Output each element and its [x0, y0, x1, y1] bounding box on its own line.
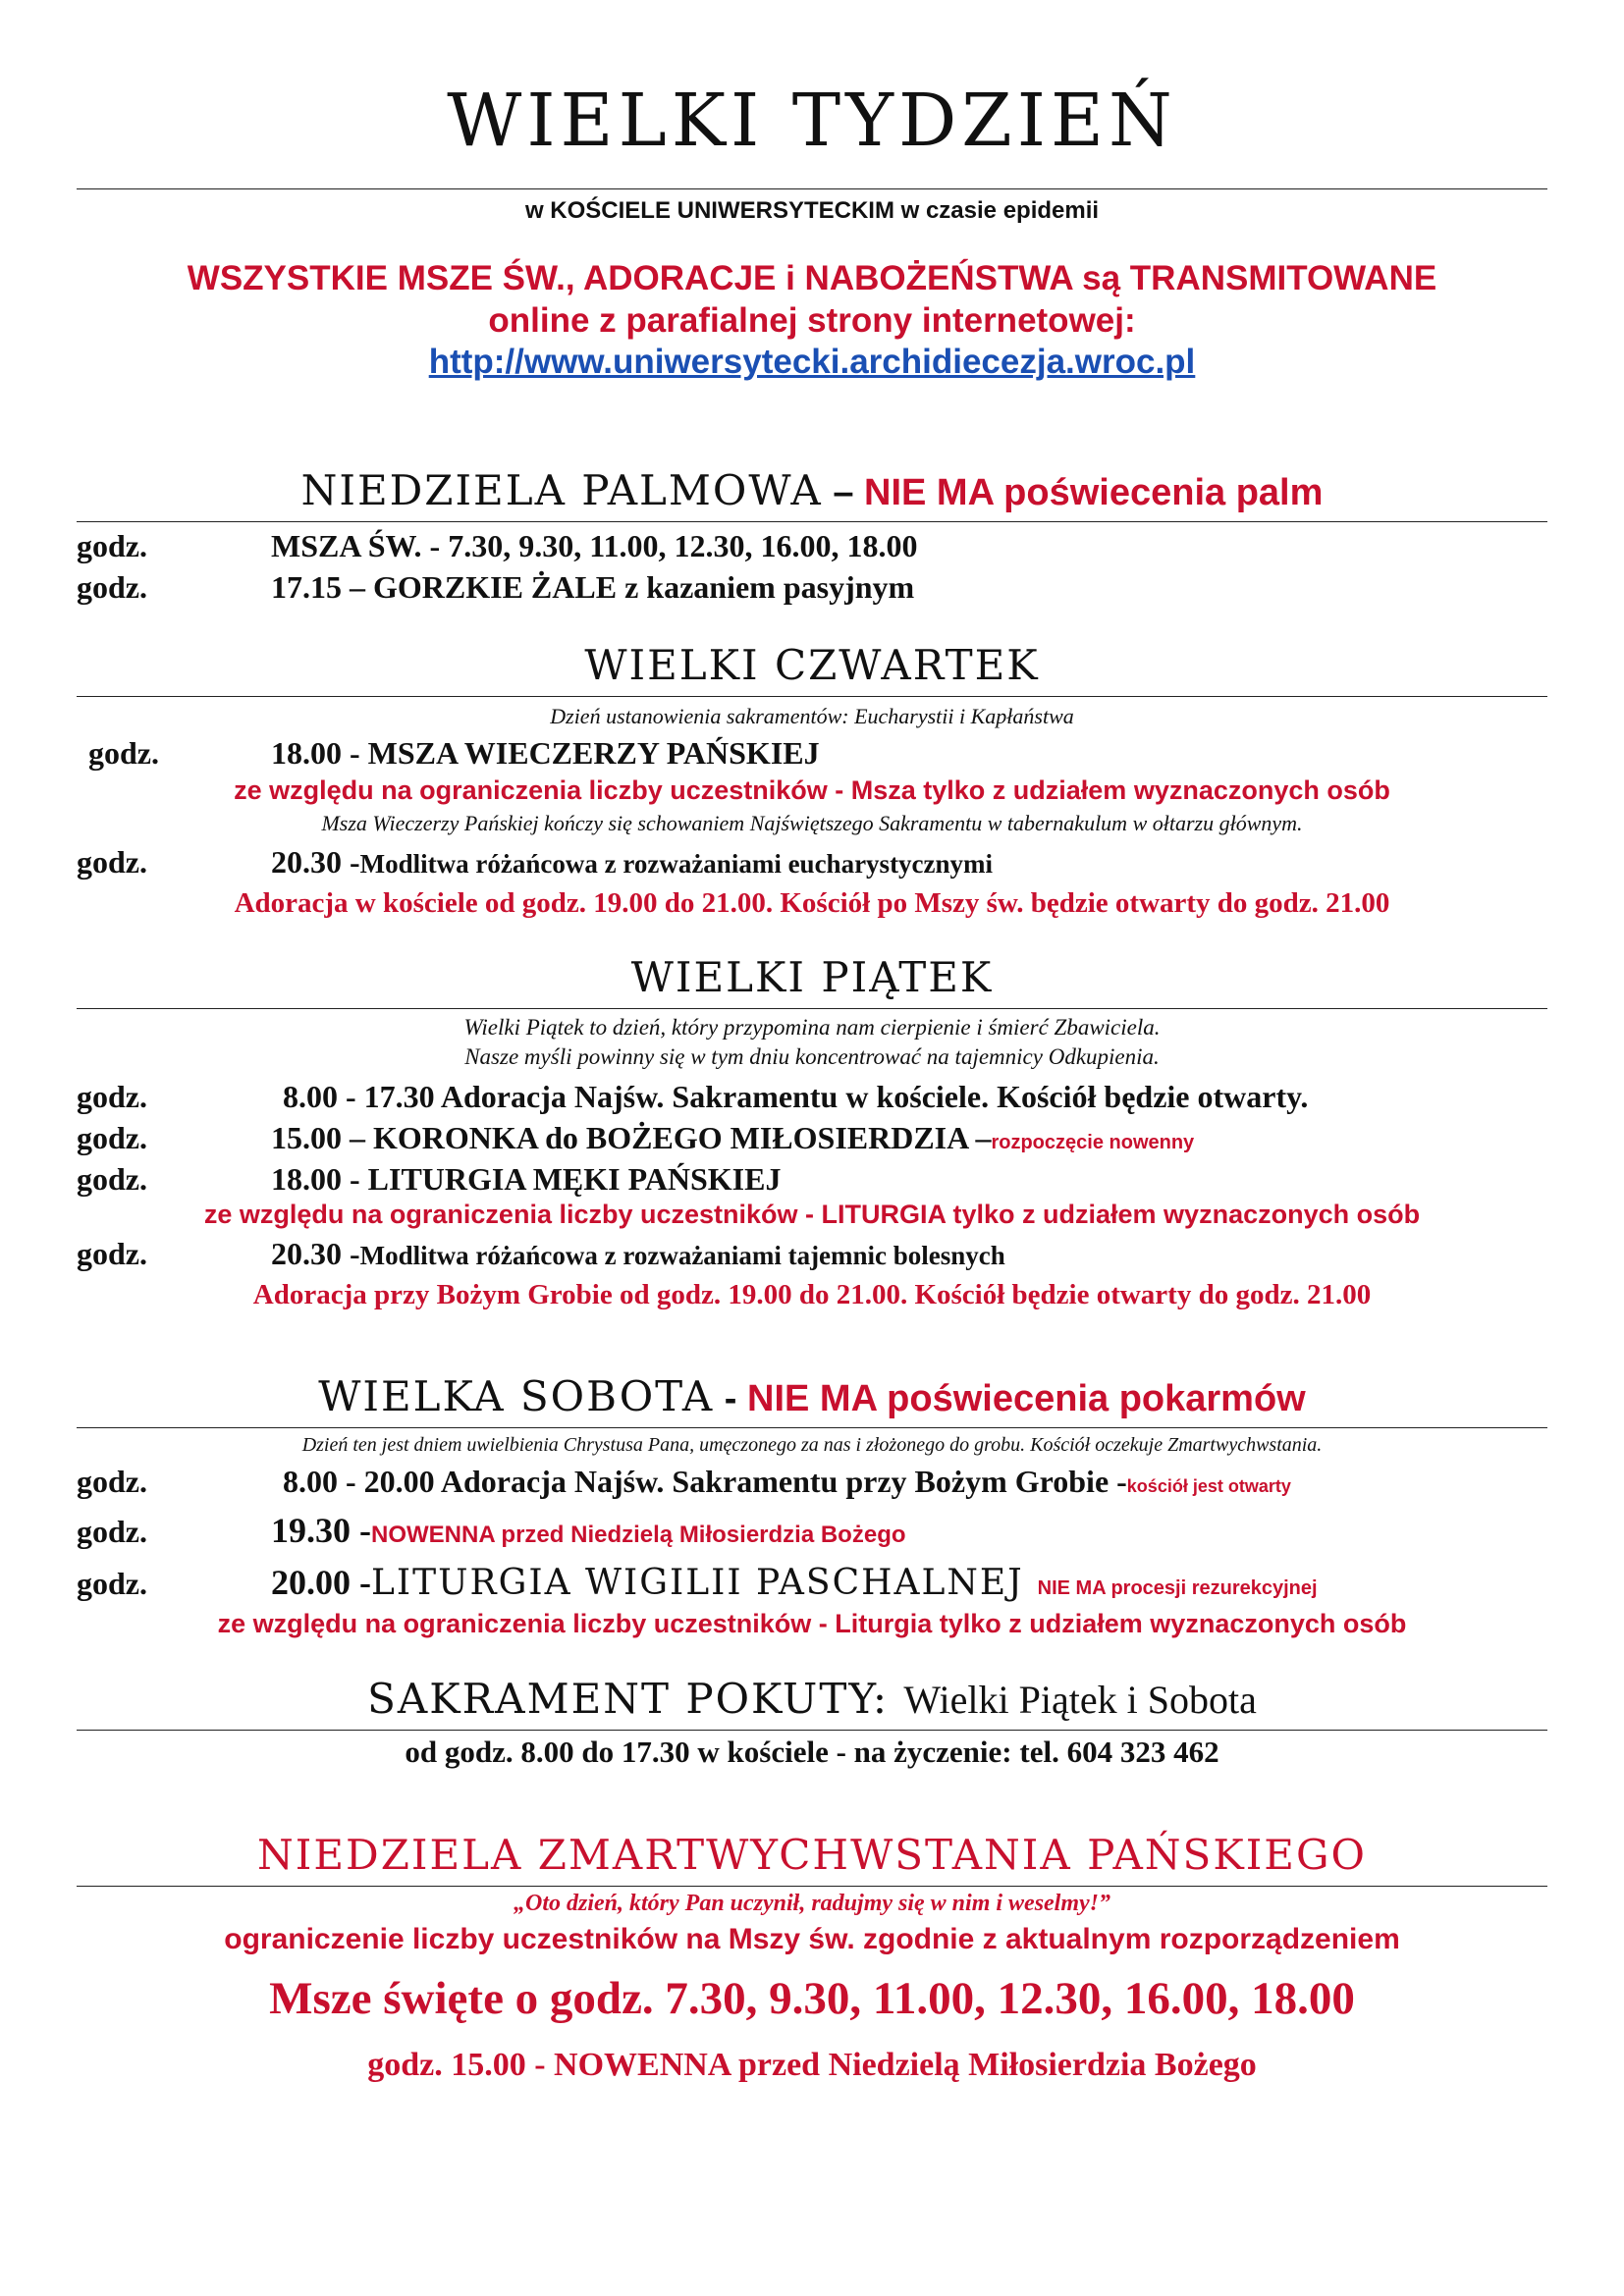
schedule-note: kościół jest otwarty	[1126, 1475, 1291, 1496]
easter-restriction: ograniczenie liczby uczestników na Mszy św. zgodnie z aktualnym rozporządzeniem	[224, 1923, 1400, 1956]
holy-saturday-title: WIELKA SOBOTA	[318, 1371, 715, 1420]
holy-thursday-note-2: Msza Wieczerzy Pańskiej kończy się schowaniem Najświętszego Sakramentu w tabernakulum w ołtarzu głównym.	[321, 811, 1303, 836]
confession-days: Wielki Piątek i Sobota	[903, 1677, 1257, 1722]
broadcast-notice	[77, 258, 1547, 384]
good-friday-divider	[77, 1008, 1547, 1009]
good-friday-note-2: Nasze myśli powinny się w tym dniu koncentrować na tajemnicy Odkupienia.	[464, 1043, 1160, 1069]
notice-line-1: WSZYSTKIE MSZE ŚW., ADORACJE i NABOŻEŃSTWA są TRANSMITOWANE	[187, 259, 1437, 297]
schedule-text: Modlitwa różańcowa z rozważaniami eucharystycznymi	[359, 849, 994, 880]
poster	[77, 0, 1547, 2084]
good-friday-restriction: ze względu na ograniczenia liczby uczestników - LITURGIA tylko z udziałem wyznaczonych osób	[203, 1200, 1421, 1230]
holy-thursday-title: WIELKI CZWARTEK	[584, 641, 1040, 690]
schedule-row	[77, 1462, 1547, 1503]
schedule-note: NIE MA procesji rezurekcyjnej	[1037, 1577, 1318, 1600]
good-friday-note-1: Wielki Piątek to dzień, który przypomina nam cierpienie i śmierć Zbawiciela.	[463, 1014, 1161, 1040]
schedule-time: 20.00 -	[271, 1563, 371, 1603]
schedule-time: 20.30 -	[271, 1236, 360, 1272]
schedule-row	[77, 526, 1547, 567]
confession-divider	[77, 1730, 1547, 1731]
time-label: godz.	[77, 1160, 147, 1197]
notice-line-2: online z parafialnej strony internetowej:	[488, 300, 1136, 340]
time-label: godz.	[77, 1463, 147, 1499]
easter-novena: godz. 15.00 - NOWENNA przed Niedzielą Miłosierdzia Bożego	[367, 2047, 1257, 2084]
holy-saturday-dash: -	[714, 1377, 748, 1419]
schedule-time: 20.30 -	[271, 844, 360, 881]
good-friday-adoration: Adoracja przy Bożym Grobie od godz. 19.00 do 21.00. Kościół będzie otwarty do godz. 21.00	[252, 1278, 1372, 1310]
schedule-text: 18.00 - LITURGIA MĘKI PAŃSKIEJ	[271, 1160, 782, 1197]
schedule-row	[77, 1077, 1547, 1118]
time-label: godz.	[77, 568, 147, 605]
holy-saturday-divider	[77, 1427, 1547, 1428]
schedule-row	[77, 567, 1547, 609]
palm-sunday-divider	[77, 521, 1547, 522]
schedule-row	[77, 1234, 1547, 1275]
time-label: godz.	[77, 1514, 147, 1550]
holy-saturday-restriction: ze względu na ograniczenia liczby uczestników - Liturgia tylko z udziałem wyznaczonych osób	[217, 1608, 1407, 1638]
parish-website-link[interactable]: http://www.uniwersytecki.archidiecezja.wroc.pl	[428, 343, 1196, 382]
confession-heading	[77, 1674, 1547, 1723]
time-label: godz.	[77, 1079, 147, 1115]
palm-sunday-notice: NIE MA poświecenia palm	[864, 472, 1324, 514]
schedule-text: 18.00 - MSZA WIECZERZY PAŃSKIEJ	[271, 734, 820, 771]
confession-title: SAKRAMENT POKUTY	[367, 1674, 873, 1723]
holy-thursday-note: Dzień ustanowienia sakramentów: Eucharystii i Kapłaństwa	[550, 704, 1074, 729]
holy-thursday-restriction: ze względu na ograniczenia liczby uczestników - Msza tylko z udziałem wyznaczonych osób	[234, 775, 1390, 806]
palm-sunday-schedule	[77, 526, 1547, 608]
schedule-text: MSZA ŚW. - 7.30, 9.30, 11.00, 12.30, 16.00, 18.00	[271, 528, 918, 564]
time-label: godz.	[88, 734, 159, 771]
time-label: godz.	[77, 1120, 147, 1155]
palm-sunday-title: NIEDZIELA PALMOWA	[300, 466, 823, 515]
palm-sunday-dash: –	[822, 472, 865, 514]
confession-colon: :	[872, 1674, 904, 1723]
subtitle: w KOŚCIELE UNIWERSYTECKIM w czasie epidemii	[524, 197, 1100, 224]
confession-hours: od godz. 8.00 do 17.30 w kościele - na życzenie: tel. 604 323 462	[405, 1734, 1219, 1769]
easter-masses: Msze święte o godz. 7.30, 9.30, 11.00, 12.30, 16.00, 18.00	[269, 1973, 1355, 2025]
schedule-time: 19.30 -	[271, 1511, 371, 1551]
palm-sunday-heading	[77, 466, 1547, 515]
easter-title: NIEDZIELA ZMARTWYCHWSTANIA PAŃSKIEGO	[257, 1830, 1367, 1879]
good-friday-title: WIELKI PIĄTEK	[630, 952, 994, 1001]
time-label: godz.	[77, 1566, 147, 1602]
schedule-text: 8.00 - 17.30 Adoracja Najśw. Sakramentu w kościele. Kościół będzie otwarty.	[283, 1079, 1309, 1115]
schedule-note: NOWENNA przed Niedzielą Miłosierdzia Bożego	[371, 1522, 906, 1549]
time-label: godz.	[77, 844, 147, 881]
schedule-row	[77, 1159, 1547, 1201]
schedule-row	[77, 733, 1547, 774]
schedule-text: 17.15 – GORZKIE ŻALE z kazaniem pasyjnym	[271, 568, 915, 605]
schedule-row	[77, 1560, 1547, 1607]
holy-saturday-note: Dzień ten jest dniem uwielbienia Chrystusa Pana, umęczonego za nas i złożonego do grobu. Kościół oczekuje Zmartwychwstania.	[301, 1433, 1323, 1456]
schedule-text: Modlitwa różańcowa z rozważaniami tajemnic bolesnych	[359, 1241, 1005, 1271]
time-label: godz.	[77, 1236, 147, 1272]
easter-divider	[77, 1886, 1547, 1887]
schedule-text: 15.00 – KORONKA do BOŻEGO MIŁOSIERDZIA –	[271, 1120, 992, 1155]
schedule-row	[77, 1508, 1547, 1554]
schedule-title: LITURGIA WIGILII PASCHALNEJ	[371, 1563, 1024, 1604]
holy-saturday-heading	[77, 1371, 1547, 1420]
time-label: godz.	[77, 528, 147, 564]
schedule-note: rozpoczęcie nowenny	[991, 1132, 1195, 1153]
easter-quote: „Oto dzień, który Pan uczynił, radujmy się w nim i weselmy!”	[513, 1890, 1111, 1916]
holy-saturday-notice: NIE MA poświecenia pokarmów	[747, 1377, 1306, 1419]
schedule-row	[77, 842, 1547, 883]
page-title: WIELKI TYDZIEŃ	[447, 79, 1177, 163]
title-divider	[77, 188, 1547, 189]
schedule-row	[77, 1118, 1547, 1159]
holy-thursday-divider	[77, 696, 1547, 697]
schedule-text: 8.00 - 20.00 Adoracja Najśw. Sakramentu przy Bożym Grobie -	[283, 1463, 1127, 1499]
holy-thursday-adoration: Adoracja w kościele od godz. 19.00 do 21.00. Kościół po Mszy św. będzie otwarty do godz. 21.00	[234, 886, 1390, 919]
